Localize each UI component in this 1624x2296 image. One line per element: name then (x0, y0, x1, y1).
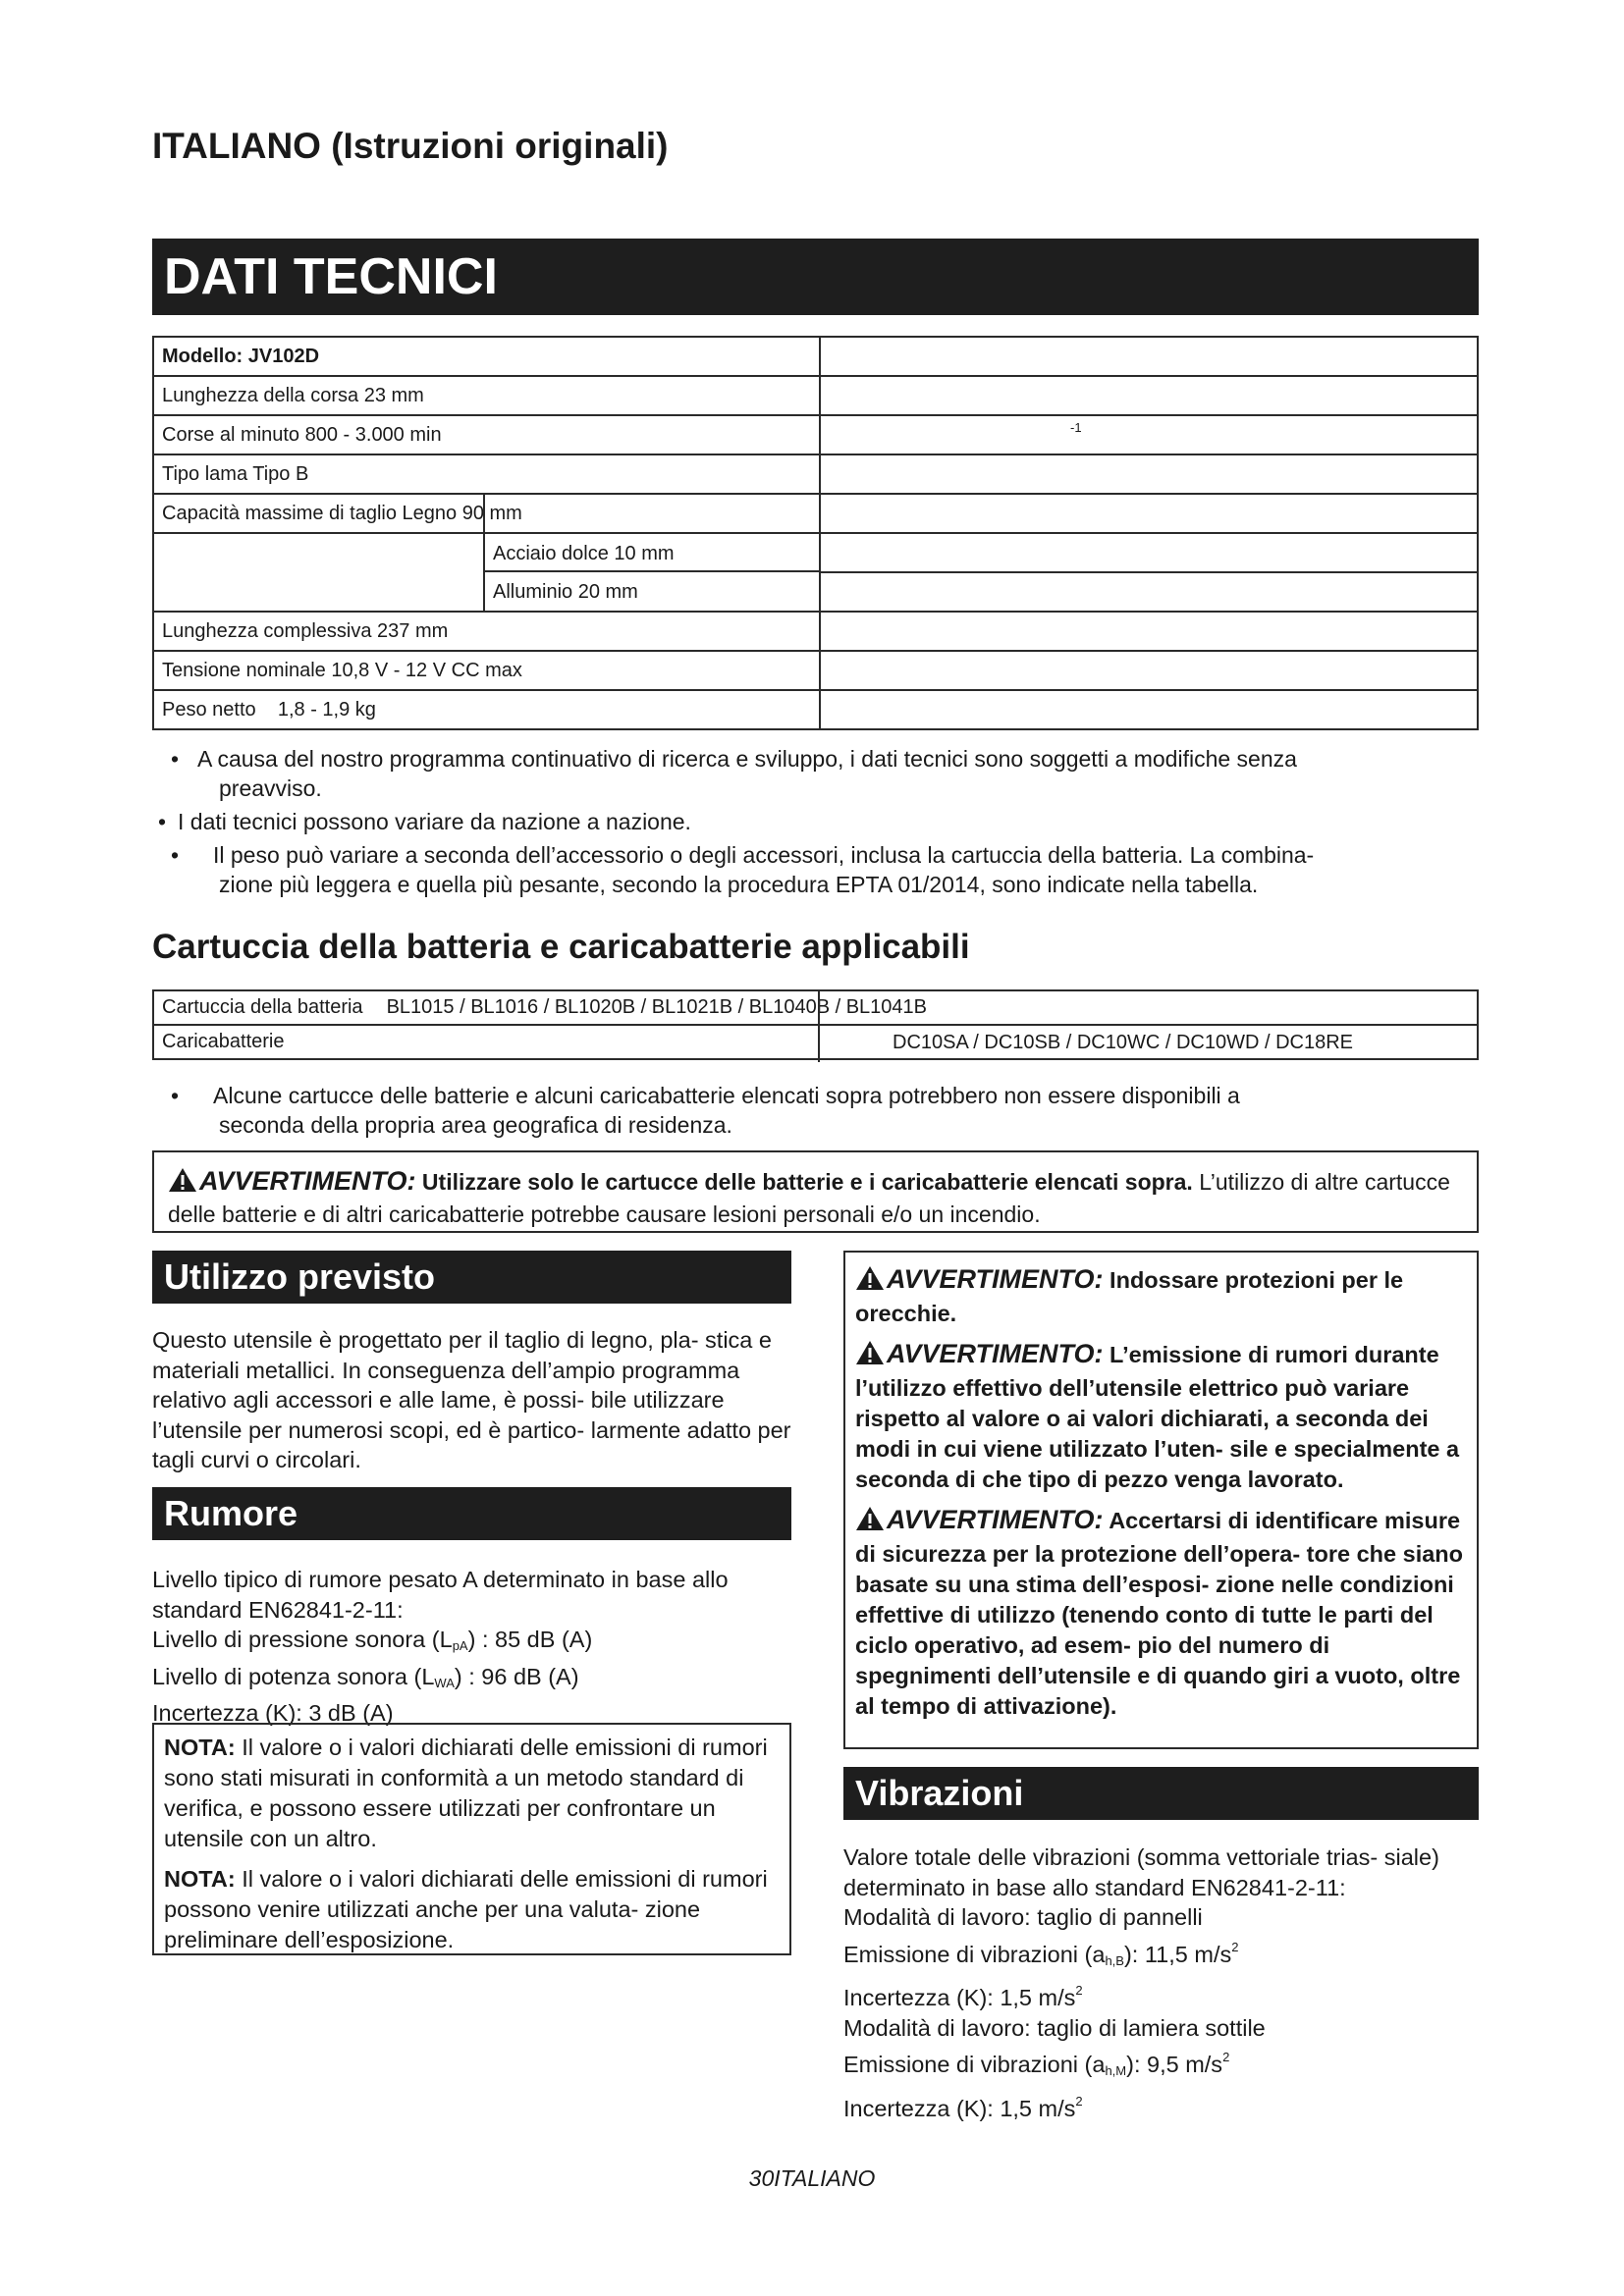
noise-notes: NOTA: Il valore o i valori dichiarati delle emissioni di rumori sono stati misurati in conformità a un metodo standard di verifica, e possono essere utilizzati per confrontare un utensile con un altro. NOTA: Il valore o i valori dichiarati delle emissioni di rumori possono venire utilizzati anche per una valuta- zione preliminare dell’esposizione. (152, 1723, 791, 1955)
capacity-alu-cell: Alluminio 20 mm (153, 572, 820, 612)
table-row (153, 494, 1478, 533)
table-row (153, 454, 1478, 494)
table-row (153, 533, 1478, 572)
column-divider (483, 493, 485, 534)
specs-banner: DATI TECNICI (152, 239, 1479, 315)
noise-text: Livello tipico di rumore pesato A determinato in base allo standard EN62841-2-11: Livello di pressione sonora $(L_{pA})$ : 85 dB (A) Livello di potenza sonora $(L_{WA})$ : 96 dB (A) Incertezza (K): 3 dB (A) (152, 1567, 729, 1726)
warning-icon (855, 1506, 885, 1539)
warning-icon (855, 1265, 885, 1299)
table-row (153, 1025, 1478, 1059)
battery-heading: Cartuccia della batteria e caricabatterie applicabili (152, 928, 970, 966)
table-row (153, 572, 1478, 612)
page-footer: 30ITALIANO (748, 2165, 876, 2191)
strokes-per-min-cell: Corse al minuto 800 - 3.000 min (153, 415, 820, 454)
list-item: • I dati tecnici possono variare da nazione a nazione. (158, 809, 691, 834)
list-item: • A causa del nostro programma continuativo di ricerca e sviluppo, i dati tecnici sono soggetti a modifiche senza preavviso. (171, 746, 1297, 801)
capacity-wood-cell: Capacità massime di taglio Legno 90 mm (153, 494, 820, 533)
cartridge-cell: Cartuccia della batteria BL1015 / BL1016 / BL1020B / BL1021B / BL1040B / BL1041B (153, 990, 1478, 1025)
vibration-banner: Vibrazioni (843, 1767, 1479, 1820)
warning-icon (855, 1340, 885, 1373)
table-row (153, 337, 1478, 376)
warning-icon (168, 1167, 197, 1200)
intended-use-banner: Utilizzo previsto (152, 1251, 791, 1304)
battery-notes (152, 1081, 1479, 1140)
table-row (153, 651, 1478, 690)
specs-notes (152, 744, 1479, 899)
table-row (153, 415, 1478, 454)
table-row (153, 376, 1478, 415)
column-divider (818, 989, 820, 1026)
capacity-steel-cell: Acciaio dolce 10 mm (153, 533, 820, 572)
stroke-length-cell: Lunghezza della corsa 23 mm (153, 376, 820, 415)
net-weight-cell: Peso netto 1,8 - 1,9 kg (153, 690, 820, 729)
overall-length-cell: Lunghezza complessiva 237 mm (153, 612, 820, 651)
vibration-text: Valore totale delle vibrazioni (somma vettoriale trias- siale) determinato in base allo standard EN62841-2-11: Modalità di lavoro: taglio di pannelli Emissione di vibrazioni $(a_{h,B})$: 11,5 $m/s^2$ Incertezza (K): 1,5 $m/s^2$ Modalità di lavoro: taglio di lamiera sottile Emissione di vibrazioni $(a_{h,M})$: 9,5 $m/s^2$ Incertezza (K): 1,5 $m/s^2$ (843, 1844, 1439, 2121)
battery-warning: AVVERTIMENTO: Utilizzare solo le cartucce delle batterie e i caricabatterie elencati sopra. L’utilizzo di altre cartucce delle batterie e di altri caricabatterie potrebbe causare lesioni personali e/o un incendio. (152, 1150, 1479, 1233)
list-item: • Il peso può variare a seconda dell’accessorio o degli accessori, inclusa la cartuccia della batteria. La combina- zione più leggera e quella più pesante, secondo la procedura EPTA 01/2014, sono indicate nella tabella. (171, 842, 1315, 897)
voltage-cell: Tensione nominale 10,8 V - 12 V CC max (153, 651, 820, 690)
model-cell: Modello: JV102D (153, 337, 820, 376)
specs-table (152, 336, 1479, 730)
intended-use-text: Questo utensile è progettato per il taglio di legno, pla- stica e materiali metallici. In conseguenza dell’ampio programma relativo agli accessori e alle lame, è possi- bile utilizzare l’utensile per numerosi scopi, ed è partico- larmente adatto per tagli curvi o circolari. (152, 1327, 791, 1472)
battery-table (152, 989, 1479, 1060)
blade-type-cell: Tipo lama Tipo B (153, 454, 820, 494)
charger-cell: Caricabatterie DC10SA / DC10SB / DC10WC / DC10WD / DC18RE (153, 1025, 1478, 1059)
column-divider (818, 1026, 820, 1062)
table-row (153, 612, 1478, 651)
noise-banner: Rumore (152, 1487, 791, 1540)
list-item: • Alcune cartucce delle batterie e alcuni caricabatterie elencati sopra potrebbero non essere disponibili a seconda della propria area geografica di residenza. (171, 1083, 1240, 1138)
noise-warnings: AVVERTIMENTO: Indossare protezioni per le orecchie. AVVERTIMENTO: L’emissione di rumori durante l’utilizzo effettivo dell’utensile elettrico può variare rispetto al valore o ai valori dichiarati, a seconda dei modi in cui viene utilizzato l’uten- sile e specialmente a seconda di che tipo di pezzo venga lavorato. AVVERTIMENTO: Accertarsi di identificare misure di sicurezza per la protezione dell’opera- tore che siano basate su una stima dell’esposi- zione nelle condizioni effettive di utilizzo (tenendo conto di tutte le parti del ciclo operativo, ad esem- pio del numero di spegnimenti dell’utensile e di quando giri a vuoto, oltre al tempo di attivazione). (843, 1251, 1479, 1749)
page-header: ITALIANO (Istruzioni originali) (152, 126, 669, 166)
strokes-exponent: -1 (1070, 420, 1082, 435)
table-row (153, 990, 1478, 1025)
table-row (153, 690, 1478, 729)
